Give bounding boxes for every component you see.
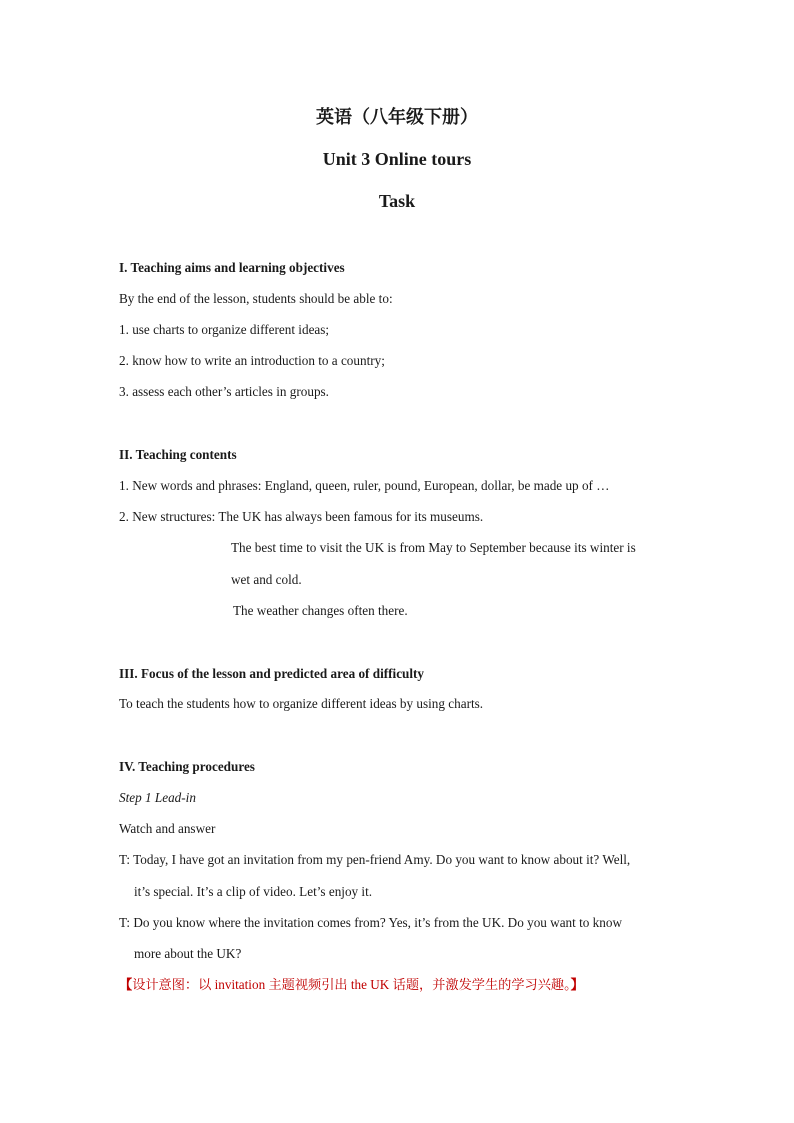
objective-item-3: 3. assess each other’s articles in groups. [119,384,329,399]
structure-line-2b: wet and cold. [231,572,302,587]
design-intent-note [119,976,584,994]
design-close-bracket: 】 [570,977,584,992]
structure-line-2a: The best time to visit the UK is from May to September because its winter is [231,540,636,555]
course-title: 英语（八年级下册） [316,107,478,127]
section-1-intro: By the end of the lesson, students should be able to: [119,291,393,306]
new-words-line: 1. New words and phrases: England, queen, ruler, pound, European, dollar, be made up of … [119,478,610,493]
design-intent-text: 设计意图：以 invitation 主题视频引出 the UK 话题，并激发学生的学习兴趣。 [132,977,571,992]
teacher-line-1a: T: Today, I have got an invitation from my pen-friend Amy. Do you want to know about it? Well, [119,852,631,867]
design-open-bracket: 【 [119,977,133,992]
lesson-title: Task [378,191,416,211]
section-3-text: To teach the students how to organize different ideas by using charts. [119,696,484,711]
section-3-heading: III. Focus of the lesson and predicted area of difficulty [119,666,425,681]
section-2-heading: II. Teaching contents [119,447,237,462]
section-4-heading: IV. Teaching procedures [119,759,255,774]
section-1-heading: I. Teaching aims and learning objectives [119,260,345,275]
activity-label: Watch and answer [119,821,216,836]
unit-title: Unit 3 Online tours [322,149,472,169]
step-1-title: Step 1 Lead-in [119,790,196,805]
teacher-line-2b: more about the UK? [134,946,242,961]
teacher-line-2a: T: Do you know where the invitation comes from? Yes, it’s from the UK. Do you want to know [119,915,622,930]
teacher-line-1b: it’s special. It’s a clip of video. Let’s enjoy it. [134,884,373,899]
objective-item-2: 2. know how to write an introduction to a country; [119,353,385,368]
objective-item-1: 1. use charts to organize different ideas; [119,322,330,337]
new-structures-line: 2. New structures: The UK has always been famous for its museums. [119,509,484,524]
structure-line-3: The weather changes often there. [233,603,408,618]
